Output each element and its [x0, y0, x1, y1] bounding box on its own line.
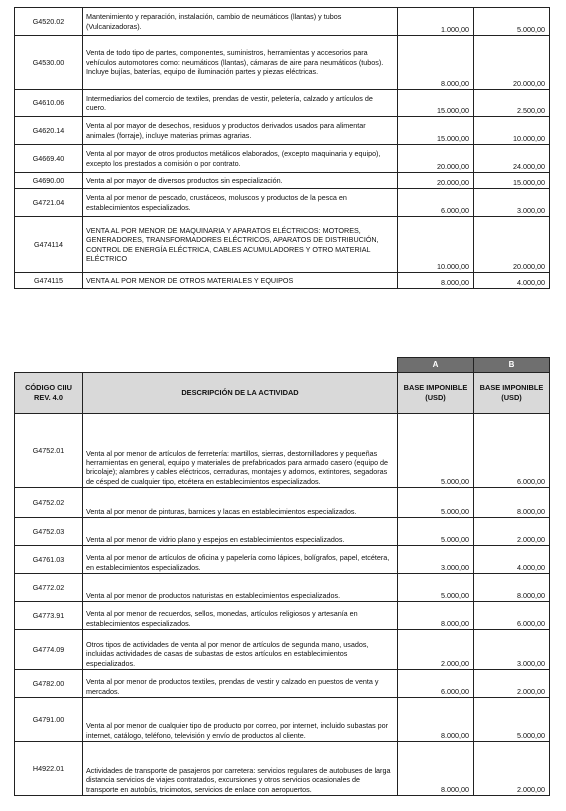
base-a: 6.000,00 [398, 670, 474, 698]
column-letter-row [15, 358, 550, 373]
base-a: 1.000,00 [398, 8, 474, 36]
base-a: 15.000,00 [398, 90, 474, 117]
activity-description: VENTA AL POR MENOR DE MAQUINARIA Y APARATOS ELÉCTRICOS: MOTORES, GENERADORES, TRANSFORMADORES ELÉCTRICOS, APARATOS DE DISTRIBUCIÓN, CONTROL DE ENERGÍA ELÉCTRICA, CABLES ACUMULADORES Y OTRO MATERIAL ELÉCTRICO [83, 217, 398, 273]
activity-description: Venta al por menor de pinturas, barnices y lacas en establecimientos especializados. [83, 488, 398, 518]
table-row [15, 602, 550, 630]
ciiu-code: G4530.00 [15, 36, 83, 90]
activity-description: Mantenimiento y reparación, instalación, cambio de neumáticos (llantas) y tubos (Vulcanizadoras). [83, 8, 398, 36]
ciiu-code: G4791.00 [15, 698, 83, 742]
ciiu-code: G4620.14 [15, 117, 83, 145]
base-b: 5.000,00 [474, 698, 550, 742]
table-row [15, 90, 550, 117]
base-a: 15.000,00 [398, 117, 474, 145]
table-row [15, 414, 550, 488]
base-a: 5.000,00 [398, 414, 474, 488]
ciiu-code: G474115 [15, 273, 83, 289]
blank-cell [83, 358, 398, 373]
base-a: 20.000,00 [398, 173, 474, 189]
base-b: 10.000,00 [474, 117, 550, 145]
activity-description: Otros tipos de actividades de venta al por menor de artículos de segunda mano, usados, incluidas actividades de casas de subastas de estos artículos en establecimientos especializados. [83, 630, 398, 670]
activity-description: Venta al por mayor de otros productos metálicos elaborados, (excepto maquinaria y equipo), excepto los prestados a comisión o por contrato. [83, 145, 398, 173]
activity-description: Actividades de transporte de pasajeros por carretera: servicios regulares de autobuses de larga distancia servicios de viajes contratados, excursiones y otros servicios ocasionales de transporte en autobús, tricimotos, servicios de enlace con aeropuertos. [83, 742, 398, 796]
base-a: 5.000,00 [398, 518, 474, 546]
activity-description: Intermediarios del comercio de textiles, prendas de vestir, peletería, calzado y artículos de cuero. [83, 90, 398, 117]
ciiu-code: G4774.09 [15, 630, 83, 670]
base-a: 20.000,00 [398, 145, 474, 173]
base-a: 8.000,00 [398, 698, 474, 742]
header-base-a: BASE IMPONIBLE (USD) [398, 373, 474, 414]
ciiu-code: G4761.03 [15, 546, 83, 574]
table-row [15, 546, 550, 574]
table-row [15, 145, 550, 173]
header-row [15, 373, 550, 414]
base-a: 10.000,00 [398, 217, 474, 273]
table-row [15, 273, 550, 289]
base-a: 6.000,00 [398, 189, 474, 217]
ciiu-code: G4669.40 [15, 145, 83, 173]
table-row [15, 36, 550, 90]
activity-description: Venta al por mayor de desechos, residuos y productos derivados usados para alimentar animales (forraje), incluye materias primas agrarias. [83, 117, 398, 145]
base-b: 15.000,00 [474, 173, 550, 189]
base-b: 4.000,00 [474, 273, 550, 289]
base-b: 20.000,00 [474, 217, 550, 273]
base-a: 5.000,00 [398, 574, 474, 602]
base-b: 5.000,00 [474, 8, 550, 36]
base-b: 3.000,00 [474, 189, 550, 217]
base-a: 8.000,00 [398, 742, 474, 796]
ciiu-code: G4721.04 [15, 189, 83, 217]
base-b: 8.000,00 [474, 574, 550, 602]
activity-description: Venta al por menor de productos textiles, prendas de vestir y calzado en puestos de venta y mercados. [83, 670, 398, 698]
activity-description: VENTA AL POR MENOR DE OTROS MATERIALES Y EQUIPOS [83, 273, 398, 289]
activity-description: Venta al por menor de vidrio plano y espejos en establecimientos especializados. [83, 518, 398, 546]
ciiu-code: G4782.00 [15, 670, 83, 698]
base-b: 2.000,00 [474, 518, 550, 546]
table-row [15, 574, 550, 602]
activity-description: Venta al por menor de pescado, crustáceos, moluscos y productos de la pesca en establecimientos especializados. [83, 189, 398, 217]
base-b: 8.000,00 [474, 488, 550, 518]
column-letter-b: B [474, 358, 550, 373]
table-row [15, 630, 550, 670]
table-row [15, 217, 550, 273]
base-a: 3.000,00 [398, 546, 474, 574]
base-b: 3.000,00 [474, 630, 550, 670]
ciiu-code: G4772.02 [15, 574, 83, 602]
activity-description: Venta al por mayor de diversos productos sin especialización. [83, 173, 398, 189]
base-a: 8.000,00 [398, 602, 474, 630]
base-b: 2.500,00 [474, 90, 550, 117]
base-b: 24.000,00 [474, 145, 550, 173]
table-row [15, 488, 550, 518]
activity-description: Venta al por menor de artículos de oficina y papelería como lápices, bolígrafos, papel, etcétera, en establecimientos especializados. [83, 546, 398, 574]
table-row [15, 117, 550, 145]
blank-cell [15, 358, 83, 373]
table-row [15, 8, 550, 36]
base-a: 8.000,00 [398, 36, 474, 90]
ciiu-code: G4690.00 [15, 173, 83, 189]
ciiu-code: G474114 [15, 217, 83, 273]
activity-table-bottom [14, 357, 550, 796]
ciiu-code: G4752.03 [15, 518, 83, 546]
ciiu-code: G4752.02 [15, 488, 83, 518]
ciiu-code: G4752.01 [15, 414, 83, 488]
ciiu-code: G4773.91 [15, 602, 83, 630]
table-row [15, 670, 550, 698]
ciiu-code: G4610.06 [15, 90, 83, 117]
header-description: DESCRIPCIÓN DE LA ACTIVIDAD [83, 373, 398, 414]
column-letter-a: A [398, 358, 474, 373]
base-b: 6.000,00 [474, 602, 550, 630]
header-code: CÓDIGO CIIU REV. 4.0 [15, 373, 83, 414]
activity-description: Venta de todo tipo de partes, componentes, suministros, herramientas y accesorios para vehículos automotores como: neumáticos (llantas), cámaras de aire para neumáticos (tubos). Incluye bujías, baterías, equipo de iluminación partes y piezas eléctricas. [83, 36, 398, 90]
table-row [15, 698, 550, 742]
ciiu-code: H4922.01 [15, 742, 83, 796]
base-a: 5.000,00 [398, 488, 474, 518]
activity-description: Venta al por menor de recuerdos, sellos, monedas, artículos religiosos y artesanía en establecimientos especializados. [83, 602, 398, 630]
base-a: 2.000,00 [398, 630, 474, 670]
base-b: 20.000,00 [474, 36, 550, 90]
base-b: 2.000,00 [474, 742, 550, 796]
base-b: 6.000,00 [474, 414, 550, 488]
activity-description: Venta al por menor de artículos de ferretería: martillos, sierras, destornilladores y pequeñas herramientas en general, equipo y materiales de prefabricados para armado casero (equipo de bricolaje); alambres y cables eléctricos, cerraduras, montajes y adornos, extintores, segadoras de césped de cualquier tipo, etcétera en establecimientos especializados. [83, 414, 398, 488]
table-row [15, 742, 550, 796]
base-b: 2.000,00 [474, 670, 550, 698]
base-b: 4.000,00 [474, 546, 550, 574]
base-a: 8.000,00 [398, 273, 474, 289]
activity-description: Venta al por menor de productos naturistas en establecimientos especializados. [83, 574, 398, 602]
table-row [15, 173, 550, 189]
ciiu-code: G4520.02 [15, 8, 83, 36]
table-row [15, 518, 550, 546]
activity-table-top [14, 7, 550, 289]
activity-description: Venta al por menor de cualquier tipo de producto por correo, por internet, incluido subastas por internet, catálogo, teléfono, televisión y envío de productos al cliente. [83, 698, 398, 742]
table-row [15, 189, 550, 217]
header-base-b: BASE IMPONIBLE (USD) [474, 373, 550, 414]
